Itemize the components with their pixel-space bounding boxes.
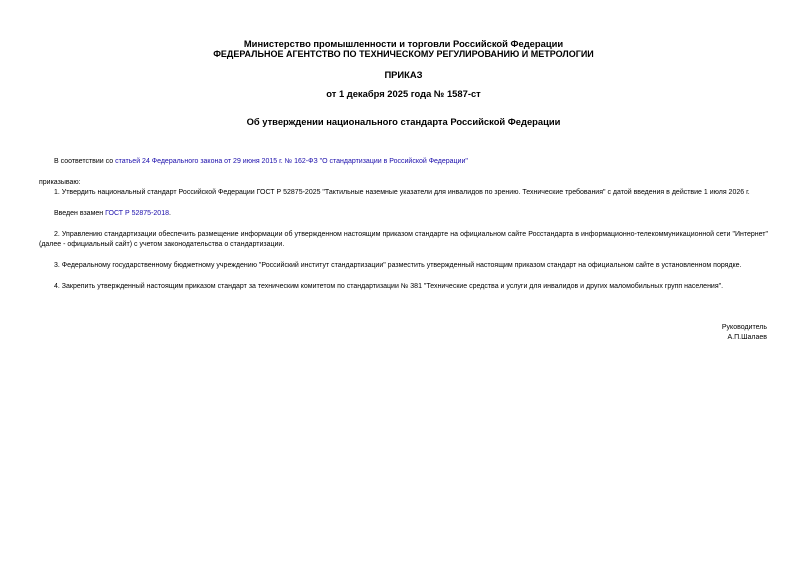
ministry-name: Министерство промышленности и торговли Российской Федерации — [243, 38, 564, 49]
federal-law-link[interactable]: статьей 24 Федерального закона от 29 июня 2015 г. № 162-ФЗ "О стандартизации в Российской Федерации" — [115, 158, 468, 165]
item-3-paragraph: 3. Федеральному государственному бюджетному учреждению "Российский институт стандартизации" разместить утвержденный настоящим приказом стандарт на официальном сайте в установленном порядке. — [54, 262, 742, 269]
replacement-prefix: Введен взамен — [54, 210, 106, 217]
orders-label: приказываю: — [39, 179, 81, 186]
item-2-paragraph: 2. Управлению стандартизации обеспечить размещение информации об утвержденном настоящим приказом стандарте на официальном сайте Росстандарта в информационно-телекоммуникационной сети "Интернет" (далее - официальный сайт) с учетом законодательства о стандартизации. — [39, 231, 768, 248]
document-title: Об утверждении национального стандарта Российской Федерации — [246, 116, 561, 127]
item-1-paragraph: 1. Утвердить национальный стандарт Российской Федерации ГОСТ Р 52875-2025 "Тактильные наземные указатели для инвалидов по зрению. Технические требования" с датой введения в действие 1 июля 2026 г. — [54, 189, 750, 196]
basis-paragraph — [39, 157, 768, 167]
item-4-paragraph: 4. Закрепить утвержденный настоящим приказом стандарт за техническим комитетом по стандартизации № 381 "Технические средства и услуги для инвалидов и других маломобильных групп населения". — [54, 283, 724, 290]
gost-2018-link[interactable]: ГОСТ Р 52875-2018 — [105, 210, 169, 217]
basis-prefix: В соответствии со — [54, 158, 116, 165]
replacement-suffix: . — [168, 210, 171, 217]
agency-name: ФЕДЕРАЛЬНОЕ АГЕНТСТВО ПО ТЕХНИЧЕСКОМУ РЕГУЛИРОВАНИЮ И МЕТРОЛОГИИ — [213, 49, 594, 59]
signature-name: А.П.Шалаев — [727, 334, 767, 341]
replacement-paragraph — [39, 209, 768, 219]
signature-role: Руководитель — [721, 324, 767, 331]
document-type: ПРИКАЗ — [384, 69, 423, 80]
document-date-number: от 1 декабря 2025 года № 1587-ст — [326, 88, 481, 99]
